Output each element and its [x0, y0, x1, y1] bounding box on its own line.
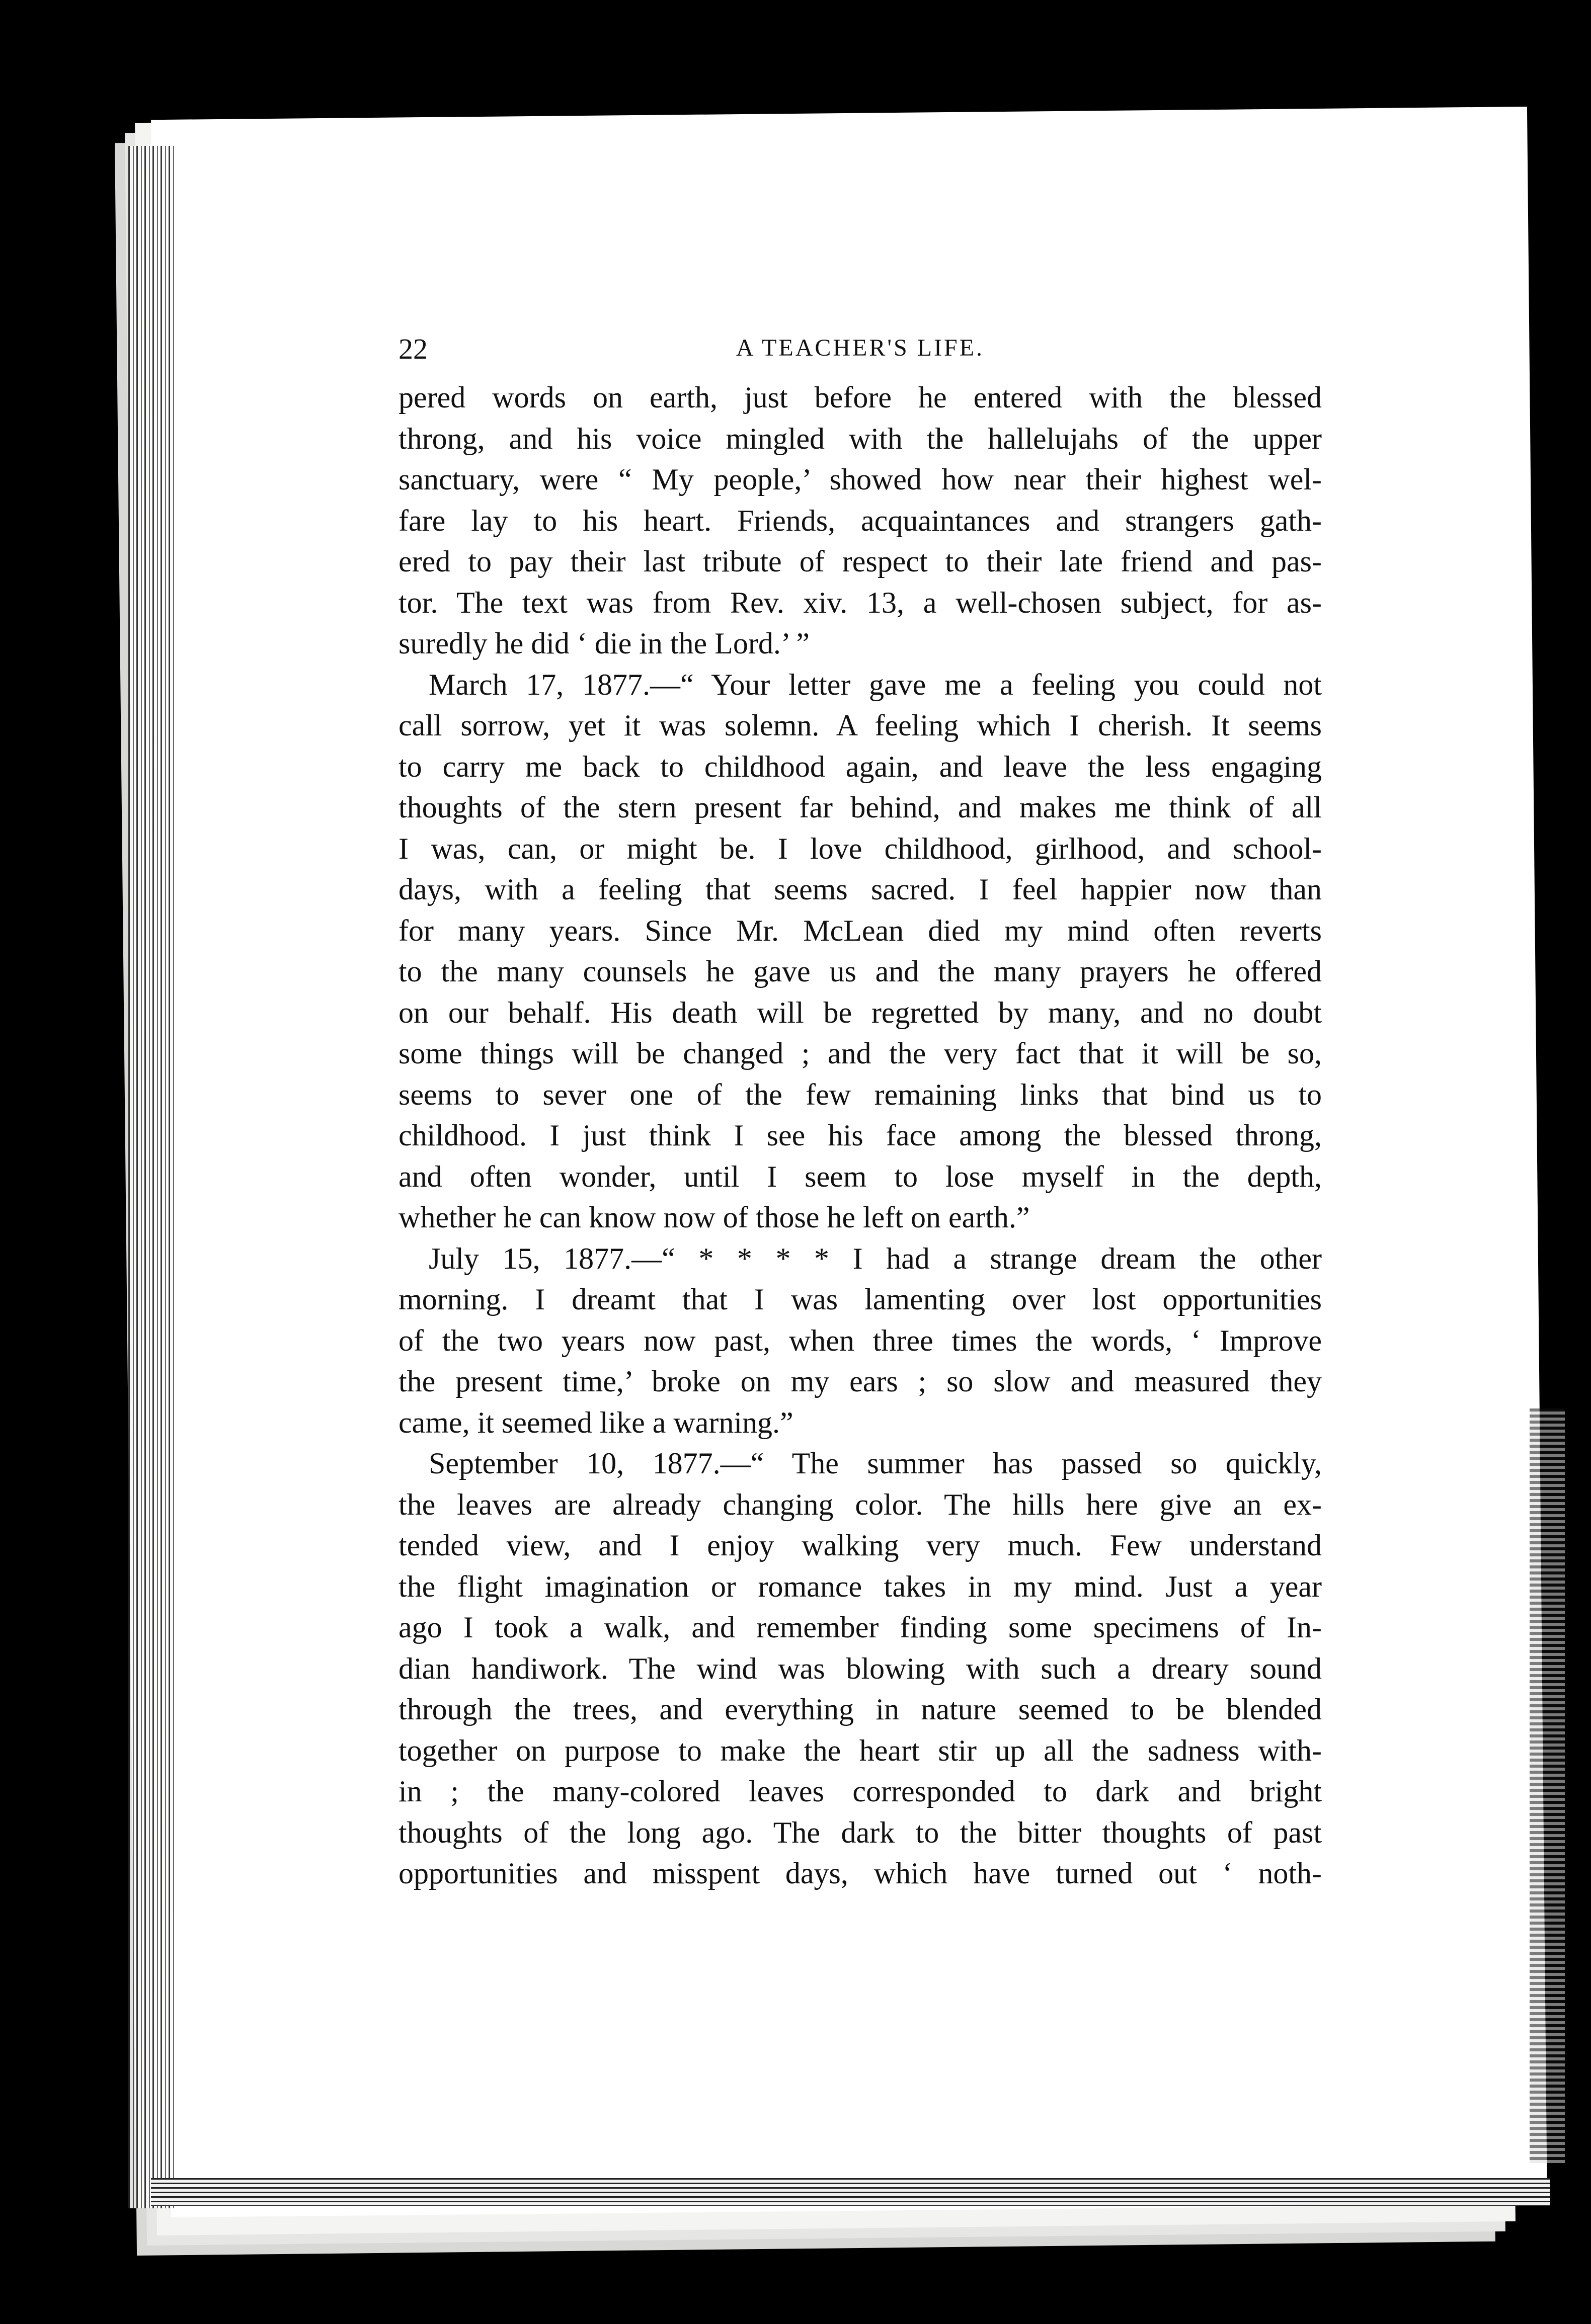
text-line: sanctuary, were “ My people,’ showed how near their highest wel-: [399, 463, 1322, 496]
text-line: tor. The text was from Rev. xiv. 13, a well-chosen subject, for as-: [399, 586, 1322, 619]
text-line: I was, can, or might be. I love childhood, girlhood, and school-: [399, 832, 1322, 865]
text-line: suredly he did ‘ die in the Lord.’ ”: [399, 627, 810, 660]
text-line: the leaves are already changing color. The hills here give an ex-: [399, 1487, 1322, 1521]
text-line: seems to sever one of the few remaining links that bind us to: [399, 1077, 1322, 1111]
text-line: whether he can know now of those he left on earth.”: [399, 1201, 1030, 1234]
text-line: came, it seemed like a warning.”: [399, 1405, 793, 1439]
text-line: and often wonder, until I seem to lose myself in the depth,: [399, 1159, 1322, 1193]
text-line: thoughts of the stern present far behind, and makes me think of all: [399, 791, 1322, 824]
text-line: thoughts of the long ago. The dark to the bitter thoughts of past: [399, 1815, 1322, 1849]
text-line: tended view, and I enjoy walking very much. Few understand: [399, 1529, 1322, 1562]
text-line: dian handiwork. The wind was blowing with such a dreary sound: [399, 1651, 1322, 1685]
text-line: in ; the many-colored leaves corresponded to dark and bright: [399, 1775, 1322, 1808]
text-line: September 10, 1877.—“ The summer has passed so quickly,: [429, 1447, 1322, 1480]
text-line: of the two years now past, when three times the words, ‘ Improve: [399, 1323, 1322, 1357]
page-header: [399, 332, 1322, 377]
text-line: for many years. Since Mr. McLean died my mind often reverts: [399, 914, 1322, 947]
text-line: childhood. I just think I see his face among the blessed throng,: [399, 1119, 1322, 1152]
text-line: pered words on earth, just before he entered with the blessed: [399, 381, 1322, 414]
text-line: the present time,’ broke on my ears ; so slow and measured they: [399, 1365, 1322, 1398]
text-line: throng, and his voice mingled with the hallelujahs of the upper: [399, 422, 1322, 455]
text-line: some things will be changed ; and the very fact that it will be so,: [399, 1037, 1322, 1070]
book-page-edges-bottom: [151, 2178, 1550, 2206]
text-line: through the trees, and everything in nature seemed to be blended: [399, 1693, 1322, 1726]
text-line: days, with a feeling that seems sacred. I feel happier now than: [399, 873, 1322, 906]
text-line: morning. I dreamt that I was lamenting over lost opportunities: [399, 1283, 1322, 1316]
text-line: together on purpose to make the heart stir up all the sadness with-: [399, 1733, 1322, 1767]
text-line: ered to pay their last tribute of respect to their late friend and pas-: [399, 545, 1322, 578]
book-page-edges-left: [128, 146, 176, 2208]
page-content: [399, 332, 1322, 1894]
text-line: to the many counsels he gave us and the many prayers he offered: [399, 955, 1322, 988]
text-line: March 17, 1877.—“ Your letter gave me a feeling you could not: [429, 668, 1322, 701]
text-line: on our behalf. His death will be regretted by many, and no doubt: [399, 995, 1322, 1029]
text-line: the flight imagination or romance takes in my mind. Just a year: [399, 1569, 1322, 1603]
text-line: fare lay to his heart. Friends, acquaintances and strangers gath-: [399, 504, 1322, 537]
text-line: ago I took a walk, and remember finding some specimens of In-: [399, 1611, 1322, 1644]
text-line: to carry me back to childhood again, and leave the less engaging: [399, 750, 1322, 783]
text-line: opportunities and misspent days, which have turned out ‘ noth-: [399, 1857, 1322, 1890]
running-head: A TEACHER'S LIFE.: [736, 335, 985, 361]
text-line: call sorrow, yet it was solemn. A feeling which I cherish. It seems: [399, 709, 1322, 742]
text-line: July 15, 1877.—“ * * * * I had a strange dream the other: [429, 1241, 1322, 1275]
book-page-edges-right: [1530, 1408, 1565, 2163]
page-number: 22: [399, 333, 428, 365]
body-text: [399, 377, 1322, 1894]
